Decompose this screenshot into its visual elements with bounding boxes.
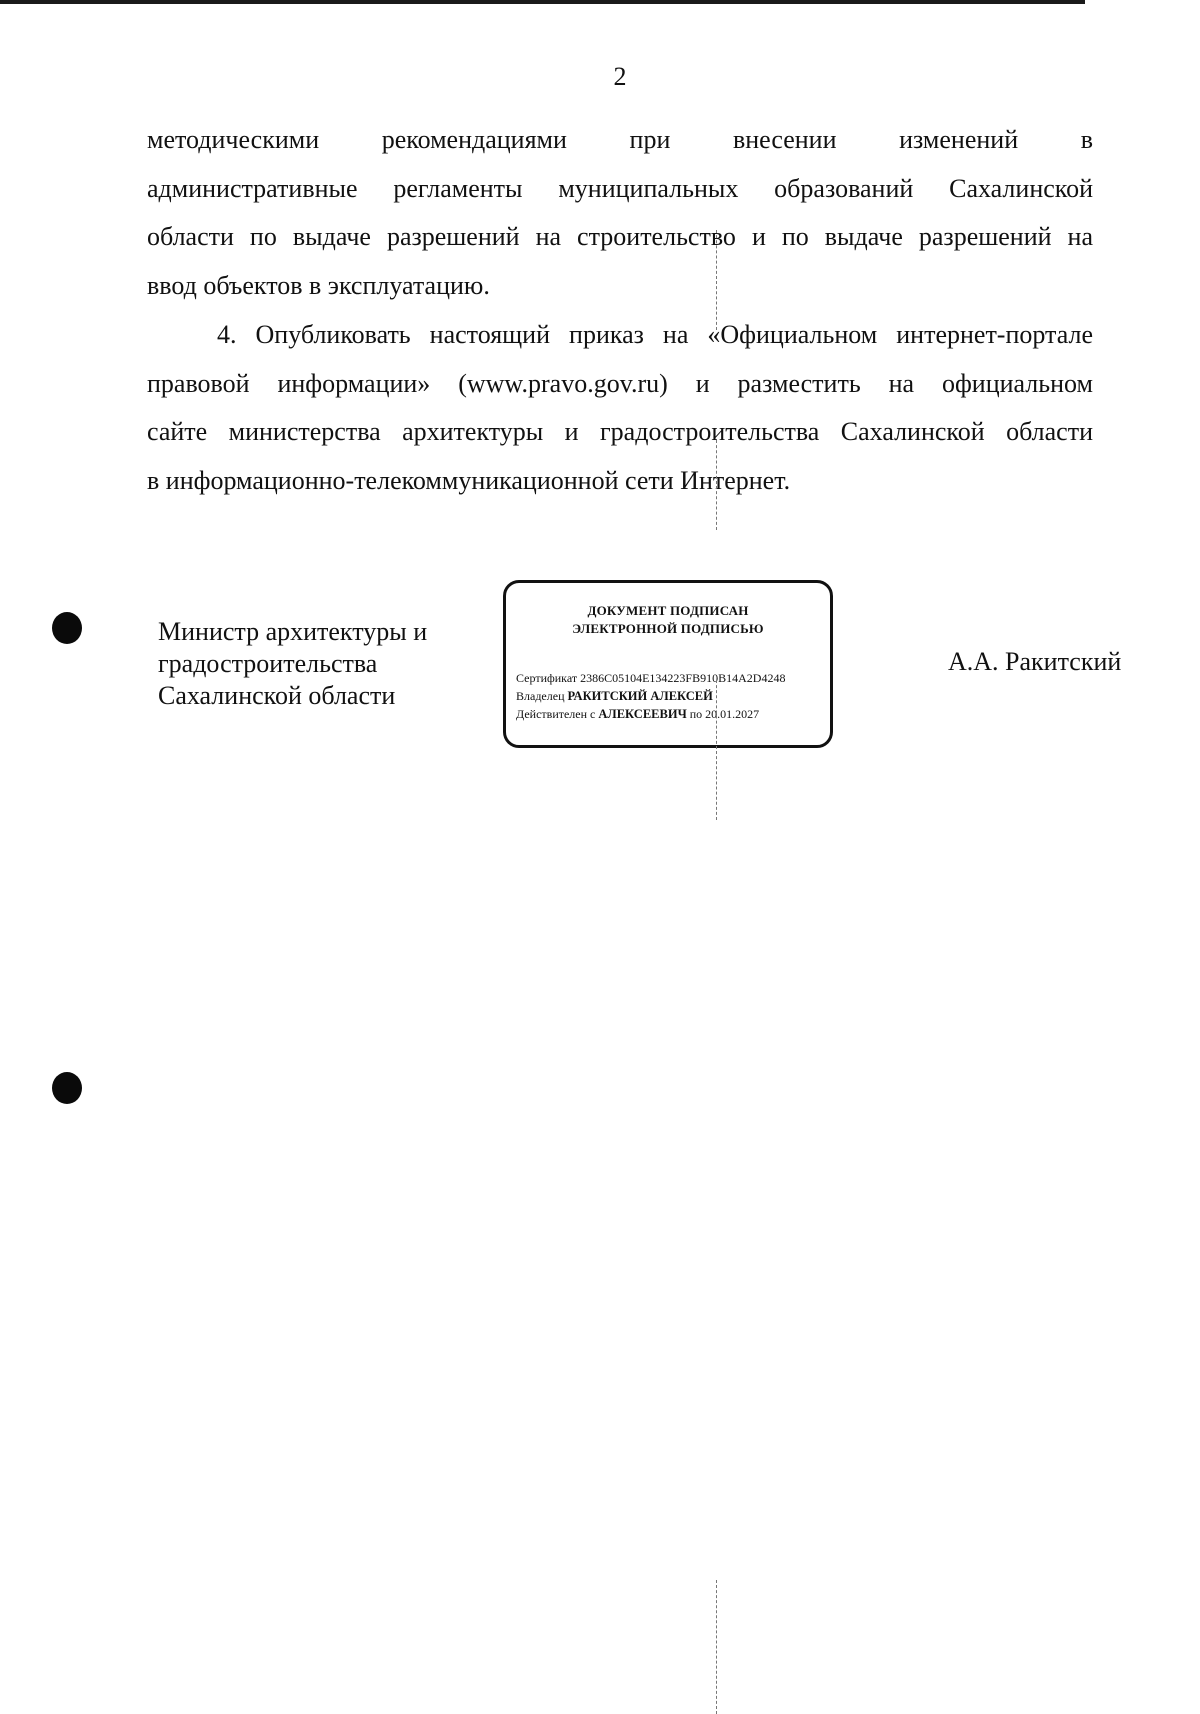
punch-hole [52, 1072, 82, 1104]
stamp-title [506, 602, 830, 638]
text-line: в информационно-телекоммуникационной сети Интернет. [147, 465, 791, 495]
position-line: Министр архитектуры и [158, 617, 428, 646]
fold-line [716, 440, 717, 530]
top-border-line [0, 0, 1085, 4]
text-line: 4. Опубликовать настоящий приказ на «Официальном интернет-портале [217, 320, 1093, 349]
text-line: методическими рекомендациями при внесении изменений в [147, 125, 1093, 154]
electronic-signature-stamp [503, 580, 833, 748]
text-line: ввод объектов в эксплуатацию. [147, 270, 490, 300]
valid-label: Действителен с [516, 707, 596, 721]
paragraph-publication [147, 311, 1093, 505]
stamp-title-line: ДОКУМЕНТ ПОДПИСАН [587, 603, 749, 618]
text-line: административные регламенты муниципальных образований Сахалинской [147, 173, 1093, 203]
punch-hole [52, 612, 82, 644]
valid-value: по 20.01.2027 [689, 707, 760, 721]
position-line: Сахалинской области [158, 681, 396, 710]
text-line: сайте министерства архитектуры и градостроительства Сахалинской области [147, 417, 1093, 446]
stamp-owner [516, 689, 713, 704]
owner-value-continued: АЛЕКСЕЕВИЧ [598, 707, 687, 721]
certificate-value: 2386C05104E134223FB910B14A2D4248 [580, 671, 786, 685]
signer-name: А.А. Ракитский [948, 647, 1122, 676]
stamp-title-line: ЭЛЕКТРОННОЙ ПОДПИСЬЮ [572, 621, 764, 636]
position-line: градостроительства [158, 649, 378, 678]
stamp-certificate [516, 671, 785, 686]
text-line: правовой информации» (www.pravo.gov.ru) и разместить на официальном [147, 368, 1093, 398]
fold-line [716, 230, 717, 330]
owner-value: РАКИТСКИЙ АЛЕКСЕЙ [567, 689, 713, 703]
stamp-validity [516, 707, 759, 722]
owner-label: Владелец [516, 689, 565, 703]
paragraph-recommendations [147, 116, 1093, 310]
signatory-position [158, 616, 427, 712]
fold-line [716, 680, 717, 820]
text-line: области по выдаче разрешений на строительство и по выдаче разрешений на [147, 222, 1093, 251]
certificate-label: Сертификат [516, 671, 578, 685]
page-number: 2 [613, 62, 627, 91]
fold-line [716, 1580, 717, 1714]
